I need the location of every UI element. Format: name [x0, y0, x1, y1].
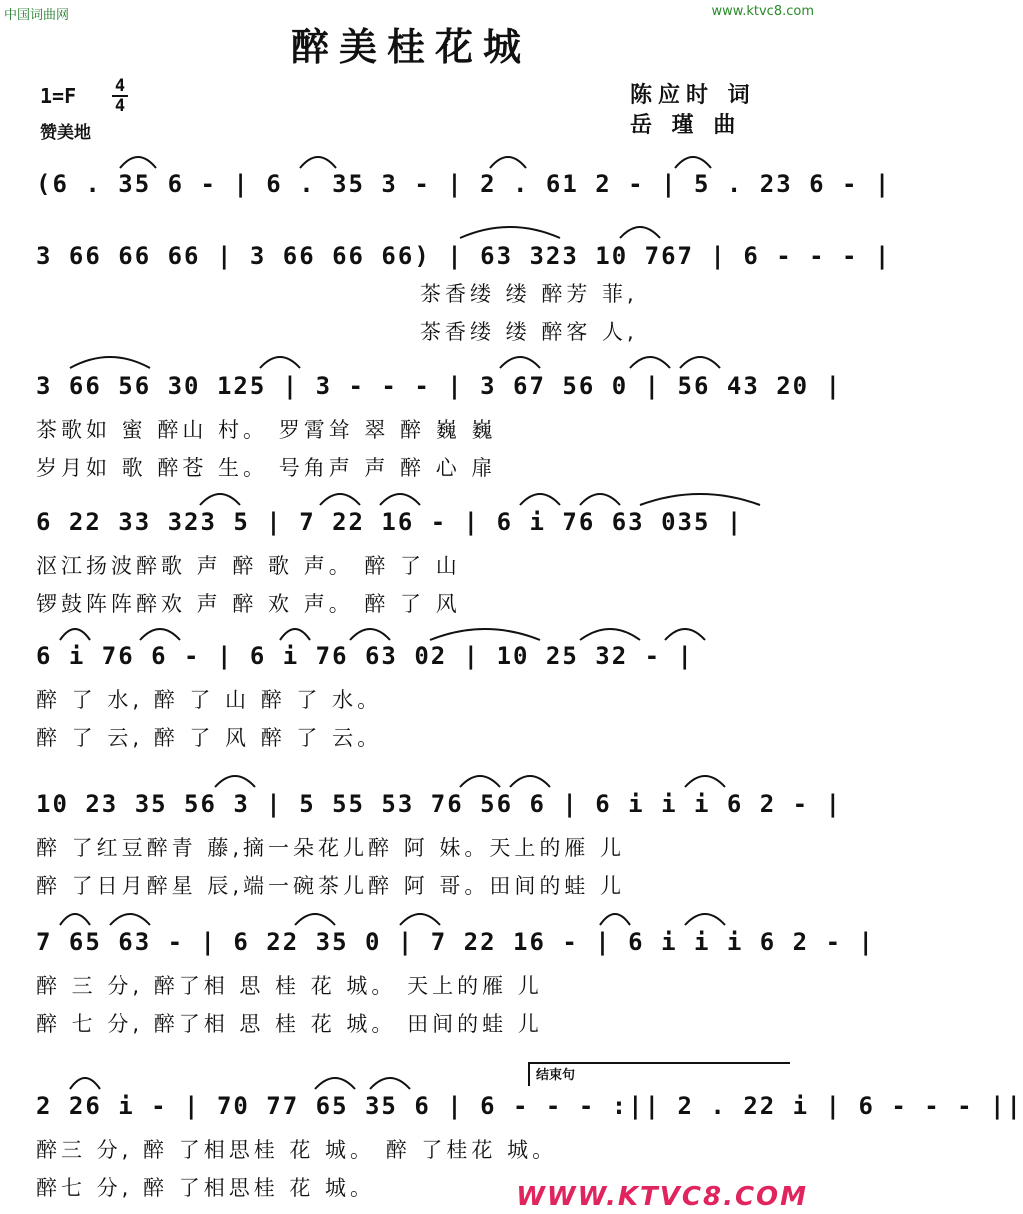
slur-arc — [350, 629, 390, 640]
notation-line-3: 3 66 56 30 125 | 3 - - - | 3 67 56 0 | 56 43 20 | — [36, 372, 843, 400]
lyric-line-8-2: 醉七 分, 醉 了相思桂 花 城。 — [36, 1176, 376, 1200]
slur-arc — [215, 776, 255, 787]
slur-arc — [110, 914, 150, 925]
notation-line-4: 6 22 33 323 5 | 7 22 16 - | 6 i 76 63 035 | — [36, 508, 744, 536]
slur-arc — [300, 157, 336, 168]
lyric-line-7-1: 醉 三 分, 醉了相 思 桂 花 城。 天上的雁 儿 — [36, 974, 543, 998]
slur-arc — [60, 914, 90, 925]
notation-line-6: 10 23 35 56 3 | 5 55 53 76 56 6 | 6 i i i 6 2 - | — [36, 790, 843, 818]
watermark-bottom: WWW.KTVC8.COM — [516, 1182, 808, 1212]
slur-arc — [640, 494, 760, 505]
lyric-line-2-2: 茶香缕 缕 醉客 人, — [420, 320, 638, 344]
lyric-line-8-1: 醉三 分, 醉 了相思桂 花 城。 醉 了桂花 城。 — [36, 1138, 558, 1162]
slur-arc — [280, 629, 310, 640]
slur-arc — [685, 776, 725, 787]
slur-arc — [460, 776, 500, 787]
lyric-line-5-2: 醉 了 云, 醉 了 风 醉 了 云。 — [36, 726, 383, 750]
tempo-marking: 赞美地 — [40, 123, 91, 143]
slur-arc — [60, 629, 90, 640]
slur-arc — [680, 357, 720, 368]
watermark-top-left: 中国词曲网 — [4, 8, 70, 23]
slur-arc — [295, 914, 335, 925]
lyric-line-2-1: 茶香缕 缕 醉芳 菲, — [420, 282, 638, 306]
slur-arc — [460, 227, 560, 238]
slur-arc — [380, 494, 420, 505]
notation-line-1: (6 . 35 6 - | 6 . 35 3 - | 2 . 61 2 - | 5 . 23 6 - | — [36, 170, 892, 198]
slur-arc — [580, 629, 640, 640]
slur-arc — [70, 357, 150, 368]
notation-line-5: 6 i 76 6 - | 6 i 76 63 02 | 10 25 32 - | — [36, 642, 694, 670]
slur-arc — [620, 227, 660, 238]
lyric-line-6-2: 醉 了日月醉星 辰,端一碗茶儿醉 阿 哥。田间的蛙 儿 — [36, 874, 626, 898]
lyric-line-5-1: 醉 了 水, 醉 了 山 醉 了 水。 — [36, 688, 383, 712]
slur-arc — [630, 357, 670, 368]
song-title: 醉美桂花城 — [290, 25, 531, 69]
slur-arc — [685, 914, 725, 925]
slur-arc — [430, 629, 540, 640]
slur-arc — [320, 494, 360, 505]
notation-line-7: 7 65 63 - | 6 22 35 0 | 7 22 16 - | 6 i i i 6 2 - | — [36, 928, 875, 956]
slur-arc — [140, 629, 180, 640]
slur-arc — [490, 157, 526, 168]
slur-arc — [200, 494, 240, 505]
slur-arc — [315, 1078, 355, 1089]
lyric-line-6-1: 醉 了红豆醉青 藤,摘一朵花儿醉 阿 妹。天上的雁 儿 — [36, 836, 626, 860]
slur-arc — [120, 157, 156, 168]
lyric-line-3-1: 茶歌如 蜜 醉山 村。 罗霄耸 翠 醉 巍 巍 — [36, 418, 497, 442]
lyric-line-7-2: 醉 七 分, 醉了相 思 桂 花 城。 田间的蛙 儿 — [36, 1012, 543, 1036]
slur-arc — [260, 357, 300, 368]
watermark-top-right: www.ktvc8.com — [711, 4, 814, 19]
slur-arc — [400, 914, 440, 925]
ending-label: 结束句 — [536, 1068, 576, 1083]
lyric-line-4-2: 锣鼓阵阵醉欢 声 醉 欢 声。 醉 了 风 — [36, 592, 461, 616]
slur-arc — [500, 357, 540, 368]
slur-arc — [510, 776, 550, 787]
notation-line-8: 2 26 i - | 70 77 65 35 6 | 6 - - - :|| 2 . 22 i | 6 - - - || — [36, 1092, 1023, 1120]
slur-arc — [520, 494, 560, 505]
slur-arc — [600, 914, 630, 925]
time-signature-denominator: 4 — [114, 96, 126, 116]
lyricist-credit: 陈应时 词 — [630, 83, 756, 108]
time-signature-numerator: 4 — [114, 76, 126, 96]
notation-line-2: 3 66 66 66 | 3 66 66 66) | 63 323 10 767 | 6 - - - | — [36, 242, 892, 270]
slur-arc — [665, 629, 705, 640]
slur-arc — [70, 1078, 100, 1089]
composer-credit: 岳 瑾 曲 — [630, 113, 742, 138]
slur-arc — [370, 1078, 410, 1089]
slur-arc — [580, 494, 620, 505]
slur-arc — [675, 157, 711, 168]
lyric-line-3-2: 岁月如 歌 醉苍 生。 号角声 声 醉 心 扉 — [36, 456, 497, 480]
key-signature: 1=F — [40, 84, 77, 108]
lyric-line-4-1: 沤江扬波醉歌 声 醉 歌 声。 醉 了 山 — [36, 554, 461, 578]
